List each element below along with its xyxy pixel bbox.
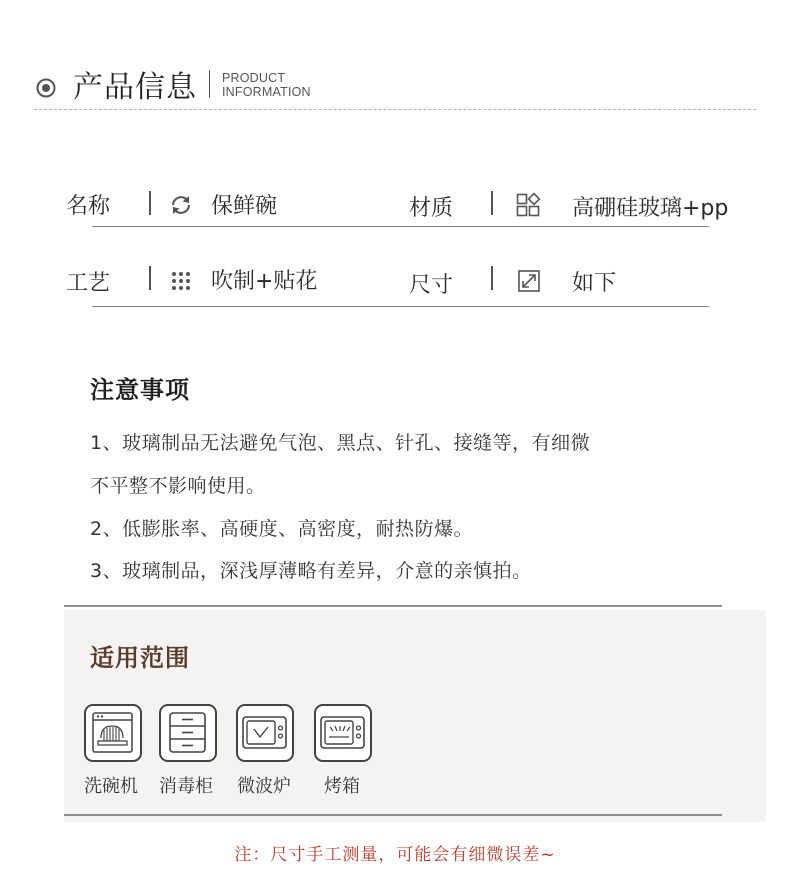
refresh-icon bbox=[168, 192, 194, 218]
dishwasher-icon bbox=[84, 704, 142, 762]
spec-value-material: 高硼硅玻璃+pp bbox=[572, 196, 729, 221]
spec-label-craft: 工艺 bbox=[66, 271, 111, 296]
section-divider bbox=[64, 814, 722, 816]
scope-heading: 适用范围 bbox=[90, 644, 190, 672]
grid-shapes-icon bbox=[515, 192, 541, 218]
spec-divider bbox=[491, 266, 493, 290]
target-circle-icon bbox=[36, 78, 56, 98]
spec-divider bbox=[149, 191, 151, 215]
note-line: 2、低膨胀率、高硬度、高密度，耐热防爆。 bbox=[90, 518, 474, 540]
appliance-label-oven: 烤箱 bbox=[324, 776, 360, 797]
footnote: 注：尺寸手工测量，可能会有细微误差~ bbox=[234, 845, 556, 865]
section-divider bbox=[64, 605, 722, 607]
spec-value-name: 保鲜碗 bbox=[211, 194, 278, 219]
note-line: 1、玻璃制品无法避免气泡、黑点、针孔、接缝等，有细微 bbox=[90, 432, 591, 454]
notes-heading: 注意事项 bbox=[90, 376, 190, 404]
appliance-label-microwave: 微波炉 bbox=[237, 776, 291, 797]
appliance-label-dishwasher: 洗碗机 bbox=[84, 776, 138, 797]
subtitle-line-1: PRODUCT bbox=[222, 71, 286, 85]
spec-label-size: 尺寸 bbox=[409, 273, 454, 298]
header-divider bbox=[209, 70, 210, 98]
diagonal-resize-icon bbox=[516, 268, 542, 294]
spec-value-size: 如下 bbox=[572, 271, 617, 296]
spec-divider bbox=[491, 191, 493, 215]
spec-row-rule bbox=[92, 226, 709, 227]
spec-value-craft: 吹制+贴花 bbox=[211, 269, 318, 294]
note-line: 3、玻璃制品，深浅厚薄略有差异，介意的亲慎拍。 bbox=[90, 560, 532, 582]
dots-grid-icon bbox=[168, 268, 194, 294]
spec-label-name: 名称 bbox=[66, 194, 111, 219]
appliance-label-sterilizer: 消毒柜 bbox=[159, 776, 213, 797]
oven-icon bbox=[314, 704, 372, 762]
spec-label-material: 材质 bbox=[409, 196, 454, 221]
section-subtitle-en bbox=[222, 71, 311, 99]
spec-row-rule bbox=[92, 306, 709, 307]
sterilizer-cabinet-icon bbox=[159, 704, 217, 762]
spec-divider bbox=[149, 266, 151, 290]
note-line: 不平整不影响使用。 bbox=[90, 475, 266, 497]
dashed-divider bbox=[34, 109, 756, 110]
microwave-icon bbox=[236, 704, 294, 762]
section-title-product-info: 产品信息 bbox=[73, 70, 197, 105]
subtitle-line-2: INFORMATION bbox=[222, 85, 311, 99]
